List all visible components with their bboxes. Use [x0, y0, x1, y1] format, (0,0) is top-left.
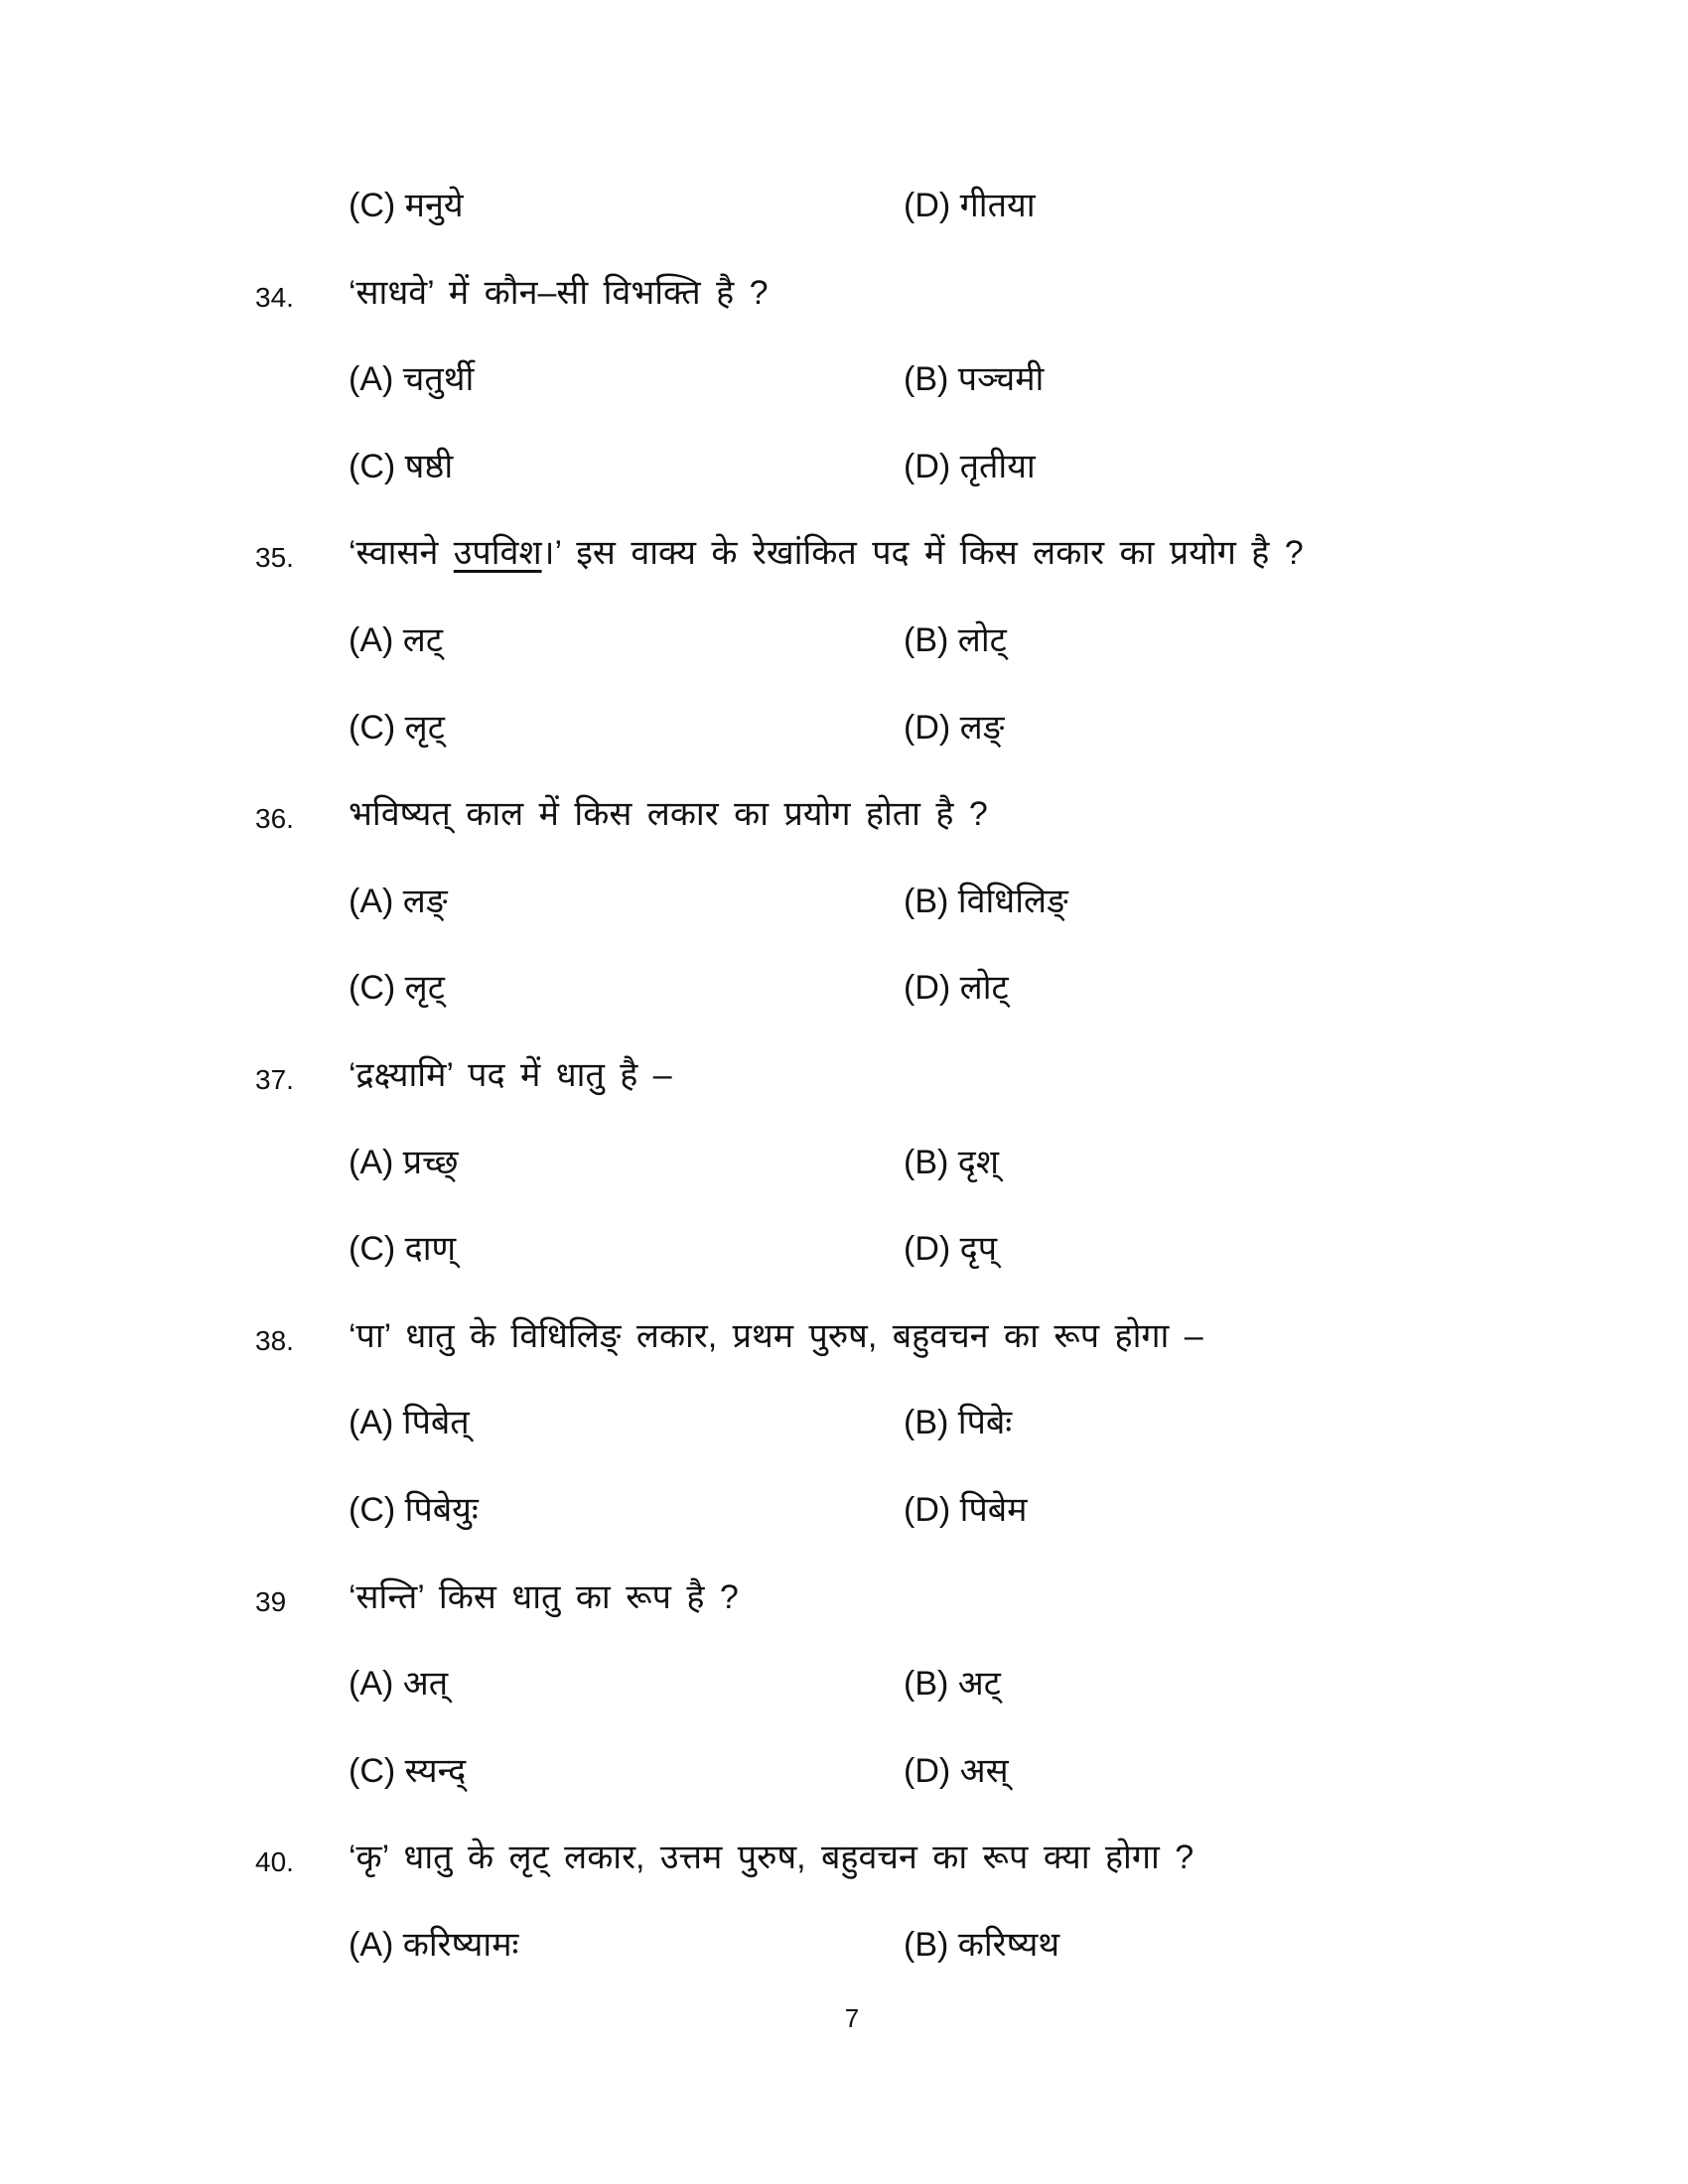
option-right: (D) पिबेम: [904, 1490, 1028, 1529]
question-text-part: ‘स्वासने: [349, 534, 454, 573]
question-text: [349, 1294, 1203, 1381]
options-row: [0, 424, 1688, 511]
options-row: [0, 859, 1688, 946]
option-left: (C) स्यन्द्: [349, 1751, 467, 1790]
question-number: 35.: [255, 542, 294, 574]
question-text: [349, 510, 1304, 598]
option-right: (B) विधिलिङ्: [904, 882, 1068, 920]
question-row: [0, 250, 1688, 338]
question-text-part: भविष्यत् काल में किस लकार का प्रयोग होता है ?: [349, 795, 988, 834]
underlined-word: उपविश: [453, 534, 542, 573]
option-left: (C) लृट्: [349, 708, 445, 747]
question-row: [0, 771, 1688, 859]
option-left: (A) अत्: [349, 1665, 449, 1704]
question-number: 38.: [255, 1324, 294, 1356]
question-text-part: ।’ इस वाक्य के रेखांकित पद में किस लकार का प्रयोग है ?: [541, 534, 1304, 573]
question-text: [349, 771, 988, 859]
question-number: 36.: [255, 803, 294, 835]
option-left: (A) प्रच्छ्: [349, 1143, 459, 1181]
options-row: [0, 1206, 1688, 1294]
options-row: [0, 1467, 1688, 1555]
question-row: [0, 510, 1688, 598]
question-text-part: ‘सन्ति’ किस धातु का रूप है ?: [349, 1577, 739, 1616]
option-left: (C) मनुये: [349, 187, 464, 224]
question-number: 37.: [255, 1063, 294, 1095]
question-row: [0, 1294, 1688, 1381]
option-left: (A) चतुर्थी: [349, 360, 475, 399]
question-sheet: [0, 163, 1688, 1988]
page-number: 7: [844, 2003, 860, 2033]
question-row: [0, 1815, 1688, 1902]
option-right: (B) अट्: [904, 1665, 1001, 1704]
options-row: [0, 945, 1688, 1032]
options-row: [0, 1902, 1688, 1989]
question-number: 34.: [255, 281, 294, 313]
options-row: [0, 163, 1688, 250]
option-right: (D) अस्: [904, 1751, 1009, 1790]
option-left: (C) पिबेयुः: [349, 1490, 479, 1529]
option-right: (D) दृप्: [904, 1230, 998, 1269]
question-number: 39: [255, 1585, 287, 1617]
option-left: (A) करिष्यामः: [349, 1925, 519, 1964]
option-left: (C) षष्ठी: [349, 447, 454, 485]
option-left: (C) लृट्: [349, 969, 445, 1008]
question-row: [0, 1032, 1688, 1120]
options-row: [0, 337, 1688, 424]
question-row: [0, 1555, 1688, 1642]
question-text: [349, 250, 769, 338]
options-row: [0, 1728, 1688, 1816]
question-text: [349, 1555, 739, 1642]
options-row: [0, 1380, 1688, 1467]
question-number: 40.: [255, 1846, 294, 1878]
question-text: [349, 1815, 1194, 1902]
option-right: (B) दृश्: [904, 1143, 999, 1181]
options-row: [0, 685, 1688, 772]
options-row: [0, 1641, 1688, 1728]
option-left: (A) पिबेत्: [349, 1404, 470, 1442]
option-right: (B) पञ्चमी: [904, 360, 1045, 399]
option-right: (B) करिष्यथ: [904, 1925, 1060, 1964]
option-right: (D) लङ्: [904, 708, 1005, 747]
question-text: [349, 1032, 672, 1120]
question-text-part: ‘साधवे’ में कौन–सी विभक्ति है ?: [349, 273, 769, 312]
options-row: [0, 598, 1688, 685]
question-text-part: ‘द्रक्ष्यामि’ पद में धातु है –: [349, 1055, 672, 1094]
option-left: (C) दाण्: [349, 1230, 457, 1269]
option-right: (D) गीतया: [904, 187, 1036, 224]
option-right: (D) तृतीया: [904, 447, 1036, 485]
question-text-part: ‘कृ’ धातु के लृट् लकार, उत्तम पुरुष, बहुवचन का रूप क्या होगा ?: [349, 1839, 1195, 1877]
option-left: (A) लङ्: [349, 882, 448, 920]
option-left: (A) लट्: [349, 620, 443, 659]
option-right: (D) लोट्: [904, 969, 1009, 1008]
option-right: (B) पिबेः: [904, 1404, 1013, 1442]
option-right: (B) लोट्: [904, 620, 1007, 659]
options-row: [0, 1120, 1688, 1207]
question-text-part: ‘पा’ धातु के विधिलिङ् लकार, प्रथम पुरुष, बहुवचन का रूप होगा –: [349, 1316, 1203, 1355]
